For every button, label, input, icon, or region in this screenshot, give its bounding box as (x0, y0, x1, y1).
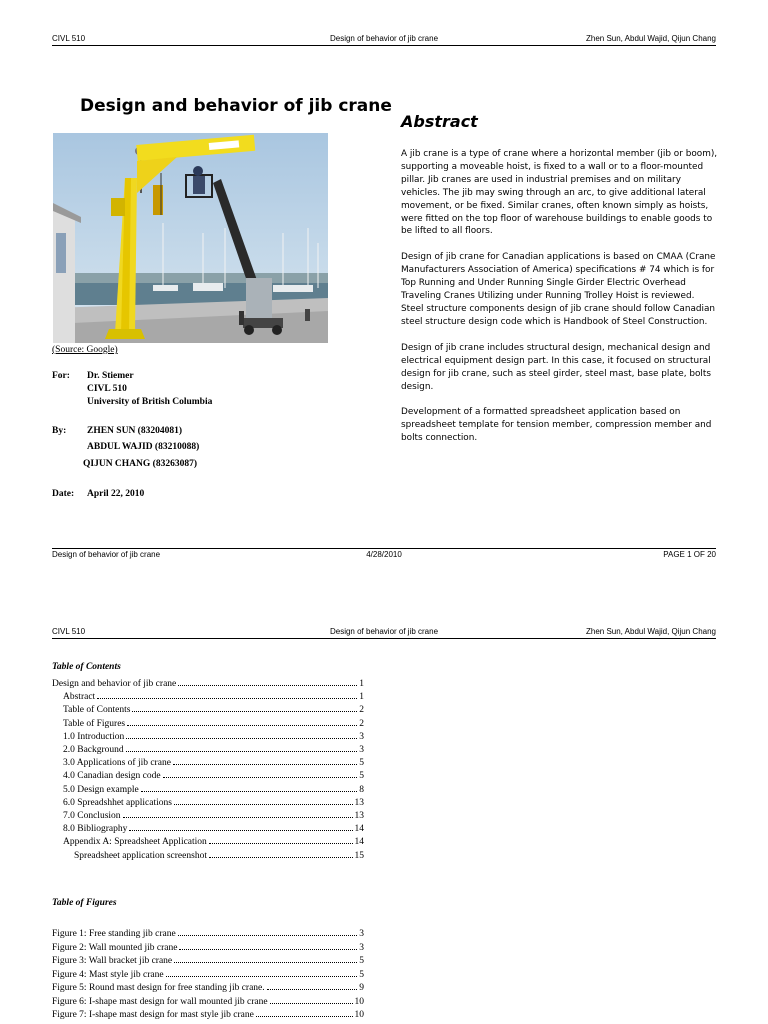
toc-entry-page: 13 (354, 811, 364, 821)
toc-entry-page: 5 (359, 758, 364, 769)
toc-entry-title: 2.0 Background (63, 745, 124, 755)
toc-entry-page: 1 (359, 692, 364, 703)
footer-date: 4/28/2010 (366, 550, 402, 559)
instructor-name: Dr. Stiemer (87, 371, 134, 381)
page-header (52, 626, 716, 639)
tof-entry-title: Figure 2: Wall mounted jib crane (52, 942, 178, 953)
toc-entry-title: Abstract (63, 692, 96, 703)
toc-entry[interactable] (63, 729, 364, 742)
toc-entry[interactable] (63, 834, 364, 847)
toc-entry-page: 13 (354, 797, 364, 808)
toc-entry-title: 1.0 Introduction (63, 731, 125, 742)
document-title: Design and behavior of jib crane (80, 96, 392, 116)
tof-entry[interactable] (52, 967, 364, 980)
toc-entry-title: Design and behavior of jib crane (52, 679, 177, 689)
toc-entry-title: 5.0 Design example (63, 784, 139, 795)
page-footer (52, 548, 716, 561)
header-authors: Zhen Sun, Abdul Wajid, Qijun Chang (585, 34, 716, 43)
author-name: QIJUN CHANG (83263087) (83, 459, 197, 469)
tof-entry-page: 3 (359, 942, 364, 953)
toc-entry-page: 2 (359, 718, 364, 729)
toc-entry-page: 8 (359, 784, 364, 795)
tof-entry-page: 3 (359, 929, 364, 939)
toc-entry-page: 1 (359, 679, 364, 689)
tof-entry[interactable] (52, 953, 364, 966)
tof-entry-page: 5 (359, 969, 364, 980)
tof-entry-page: 10 (354, 996, 364, 1007)
tof-entry[interactable] (52, 994, 364, 1007)
abstract-paragraph: Design of jib crane includes structural design, mechanical design and electrical equipment design part. In this case, it focused on structural design for jib crane, such as steel girder, steel mast, base plate, bolts design. (401, 342, 711, 392)
tof-entry[interactable] (52, 940, 364, 953)
toc-entry-title: Appendix A: Spreadsheet Application (63, 837, 207, 848)
tof-entry-title: Figure 3: Wall bracket jib crane (52, 956, 173, 966)
toc-entry-page: 15 (354, 850, 364, 861)
toc-entry-title: Table of Contents (63, 705, 131, 716)
abstract-paragraph: Development of a formatted spreadsheet application based on spreadsheet template for tension member, compression member and bolts connection. (401, 407, 712, 444)
abstract-body (401, 148, 719, 458)
toc-entry[interactable] (63, 742, 364, 755)
tof-entry-title: Figure 6: I-shape mast design for wall mounted jib crane (52, 996, 268, 1007)
tof-heading: Table of Figures (52, 898, 117, 908)
tof-entry-page: 9 (359, 983, 364, 993)
toc-entry[interactable] (63, 689, 364, 702)
toc-entry-title: 6.0 Spreadshhet applications (63, 797, 172, 808)
author-name: ZHEN SUN (83204081) (87, 426, 183, 436)
toc-entry-title: Spreadsheet application screenshot (74, 850, 207, 861)
tof-entry[interactable] (52, 926, 364, 939)
toc-entry[interactable] (74, 848, 364, 861)
tof-entry-page: 10 (354, 1010, 364, 1020)
report-page-2 (0, 600, 768, 1024)
toc-entry-page: 14 (354, 824, 364, 835)
tof-entry-page: 5 (359, 956, 364, 966)
toc-entry[interactable] (63, 821, 364, 834)
toc-entry-page: 14 (354, 837, 364, 848)
author-name: ABDUL WAJID (83210088) (87, 442, 200, 452)
header-course: CIVL 510 (52, 627, 86, 636)
course-code: CIVL 510 (87, 384, 127, 394)
jib-crane-photo (53, 133, 328, 343)
toc-entry-page: 5 (359, 771, 364, 782)
header-course: CIVL 510 (52, 34, 86, 43)
tof-entry[interactable] (52, 980, 364, 993)
by-label: By: (52, 426, 67, 436)
toc-entry[interactable] (63, 808, 364, 821)
toc-entry-title: 8.0 Bibliography (63, 824, 128, 835)
toc-entry-title: 3.0 Applications of jib crane (63, 758, 171, 769)
tof-entry-title: Figure 5: Round mast design for free standing jib crane. (52, 983, 265, 993)
toc-entry-title: Table of Figures (63, 718, 126, 729)
page-header (52, 33, 716, 46)
header-title: Design of behavior of jib crane (329, 627, 439, 636)
toc-entry[interactable] (63, 716, 364, 729)
toc-entry[interactable] (63, 768, 364, 781)
toc-entry[interactable] (63, 782, 364, 795)
date-label: Date: (52, 489, 75, 499)
for-label: For: (52, 371, 70, 381)
toc-entry-page: 2 (359, 705, 364, 716)
toc-entry-page: 3 (359, 731, 364, 742)
toc-entry[interactable] (63, 702, 364, 715)
footer-title: Design of behavior of jib crane (52, 550, 161, 559)
footer-page-number: PAGE 1 OF 20 (663, 550, 716, 559)
tof-entry-title: Figure 4: Mast style jib crane (52, 969, 164, 980)
toc-entry[interactable] (63, 755, 364, 768)
abstract-heading: Abstract (401, 112, 478, 131)
abstract-paragraph: A jib crane is a type of crane where a horizontal member (jib or boom), supporting a moveable hoist, is fixed to a wall or to a floor-mounted pillar. Jib cranes are used in industrial premises and on military vehicles. The jib may swing through an arc, to give additional lateral movement, or be fixed. Similar cranes, often known simply as hoists, were fitted on the top floor of warehouse buildings to enable goods to be lifted to all floors. (401, 149, 718, 237)
toc-entry-title: 7.0 Conclusion (63, 811, 121, 821)
tof-entry[interactable] (52, 1007, 364, 1020)
header-title: Design of behavior of jib crane (329, 34, 439, 43)
toc-entry-page: 3 (359, 745, 364, 755)
header-authors: Zhen Sun, Abdul Wajid, Qijun Chang (585, 627, 716, 636)
date-value: April 22, 2010 (87, 489, 145, 499)
toc-entry[interactable] (63, 795, 364, 808)
tof-entry-title: Figure 7: I-shape mast design for mast style jib crane (52, 1010, 254, 1020)
abstract-paragraph: Design of jib crane for Canadian applications is based on CMAA (Crane Manufacturers Association of America) specifications # 74 which is for Top Running and Under Running Single Girder Electric Overhead Traveling Cranes Utilizing under Running Trolley Hoist is reviewed. Steel structure components design of jib crane should follow Canadian steel structure design code which is Handbook of Steel Construction. (401, 252, 716, 327)
toc-heading: Table of Contents (52, 662, 121, 672)
image-source-link[interactable]: (Source: Google) (52, 345, 118, 355)
toc-entry[interactable] (52, 676, 364, 689)
university-name: University of British Columbia (87, 397, 213, 407)
toc-entry-title: 4.0 Canadian design code (63, 771, 161, 782)
tof-entry-title: Figure 1: Free standing jib crane (52, 929, 176, 939)
